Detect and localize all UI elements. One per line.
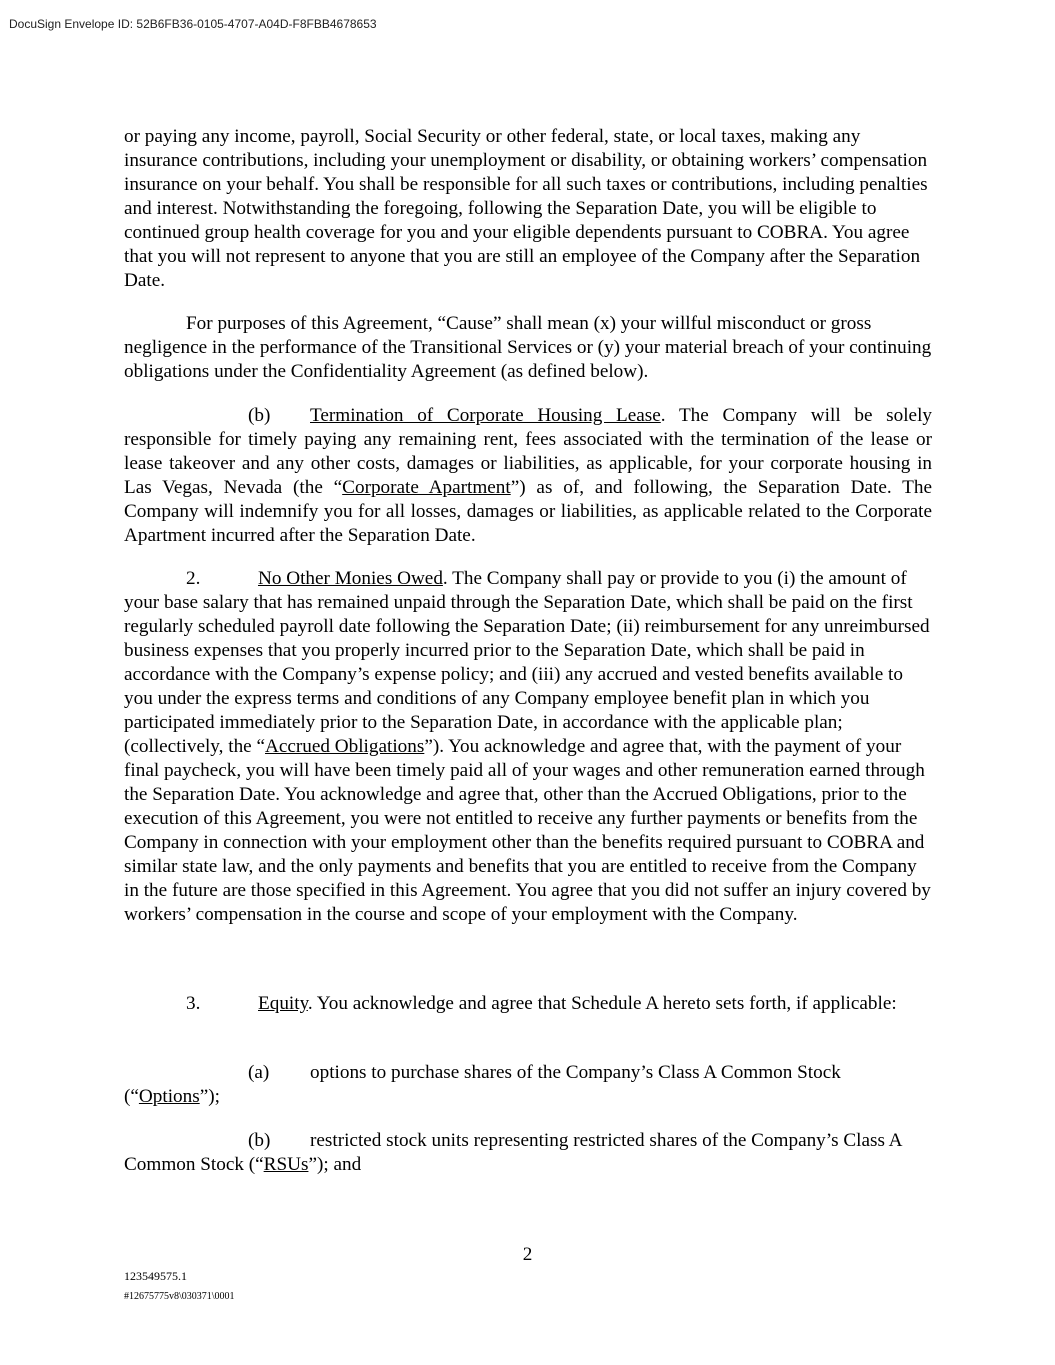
page-number: 2 [522,1244,533,1265]
paragraph-text: ”); [199,1086,220,1107]
paragraph-text: ”) as of, and following, the Separation Date. The Company will indemnify you for all losses, damages or liabilities, as applicable related to the Corporate Apartment incurred after the Separation Date. [124,477,932,546]
paragraph-text: options to purchase shares of the Company’s Class A Common Stock (“ [124,1062,841,1107]
paragraph-intro: or paying any income, payroll, Social Security or other federal, state, or local taxes, making any insurance contributions, including your unemployment or disability, or obtaining workers’ compensation insurance on your behalf. You shall be responsible for all such taxes or contributions, including penalties and interest. Notwithstanding the foregoing, following the Separation Date, you will be eligible to continued group health coverage for you and your eligible dependents pursuant to COBRA. You agree that you will not represent to anyone that you are still an employee of the Company after the Separation Date. [124,126,928,291]
paragraph-text: . You acknowledge and agree that Schedule A hereto sets forth, if applicable: [307,993,897,1014]
paragraph-cause-definition: For purposes of this Agreement, “Cause” shall mean (x) your willful misconduct or gross negligence in the performance of the Transitional Services or (y) your material breach of your continuing obligations under the Confidentiality Agreement (as defined below). [124,313,932,382]
section-title: No Other Monies Owed [258,568,443,589]
document-reference: #12675775v8\030371\0001 [124,1291,235,1302]
document-id: 123549575.1 [124,1269,187,1283]
subsection-label: (b) [248,1130,271,1151]
subsection-label: (b) [248,405,271,426]
paragraph-text: ”). You acknowledge and agree that, with the payment of your final paycheck, you will have been timely paid all of your wages and other remuneration earned through the Separation Date. You acknowledge and agree that, other than the Accrued Obligations, prior to the execution of this Agreement, you were not entitled to receive any further payments or benefits from the Company in connection with your employment other than the benefits required pursuant to COBRA and similar state law, and the only payments and benefits that you are entitled to receive from the Company in the future are those specified in this Agreement. You agree that you did not suffer an injury covered by workers’ compensation in the course and scope of your employment with the Company. [124,736,931,925]
defined-term: RSUs [263,1154,309,1175]
section-number: 2. [186,568,201,589]
paragraph-text: ”); and [308,1154,362,1175]
docusign-envelope-id: DocuSign Envelope ID: 52B6FB36-0105-4707-A04D-F8FBB4678653 [9,17,377,31]
paragraph-3-equity [124,992,932,1016]
paragraph-text: restricted stock units representing restricted shares of the Company’s Class A Common Stock (“ [124,1130,902,1175]
defined-term: Accrued Obligations [265,736,425,757]
section-number: 3. [186,993,201,1014]
subsection-label: (a) [248,1062,270,1083]
paragraph-1b-corporate-housing [124,404,932,548]
defined-term: Corporate Apartment [342,477,511,498]
defined-term: Options [138,1086,200,1107]
section-title: Termination of Corporate Housing Lease [310,405,661,426]
section-title: Equity [258,993,308,1014]
paragraph-text: . The Company shall pay or provide to you (i) the amount of your base salary that has remained unpaid through the Separation Date, which shall be paid on the first regularly scheduled payroll date following the Separation Date; (ii) reimbursement for any unreimbursed business expenses that you properly incurred prior to the Separation Date, which shall be paid in accordance with the Company’s expense policy; and (iii) any accrued and vested benefits available to you under the express terms and conditions of any Company employee benefit plan in which you participated immediately prior to the Separation Date, in accordance with the applicable plan; (collectively, the “ [124,568,930,757]
paragraph-3b-rsus [124,1129,932,1177]
paragraph-2-no-other-monies [124,567,932,927]
paragraph-3a-options [124,1061,932,1109]
paragraph-text: . The Company will be solely responsible for timely paying any remaining rent, fees associated with the termination of the lease or lease takeover and any other costs, damages or liabilities, as applicable, for your corporate housing in Las Vegas, Nevada (the “ [124,405,932,498]
